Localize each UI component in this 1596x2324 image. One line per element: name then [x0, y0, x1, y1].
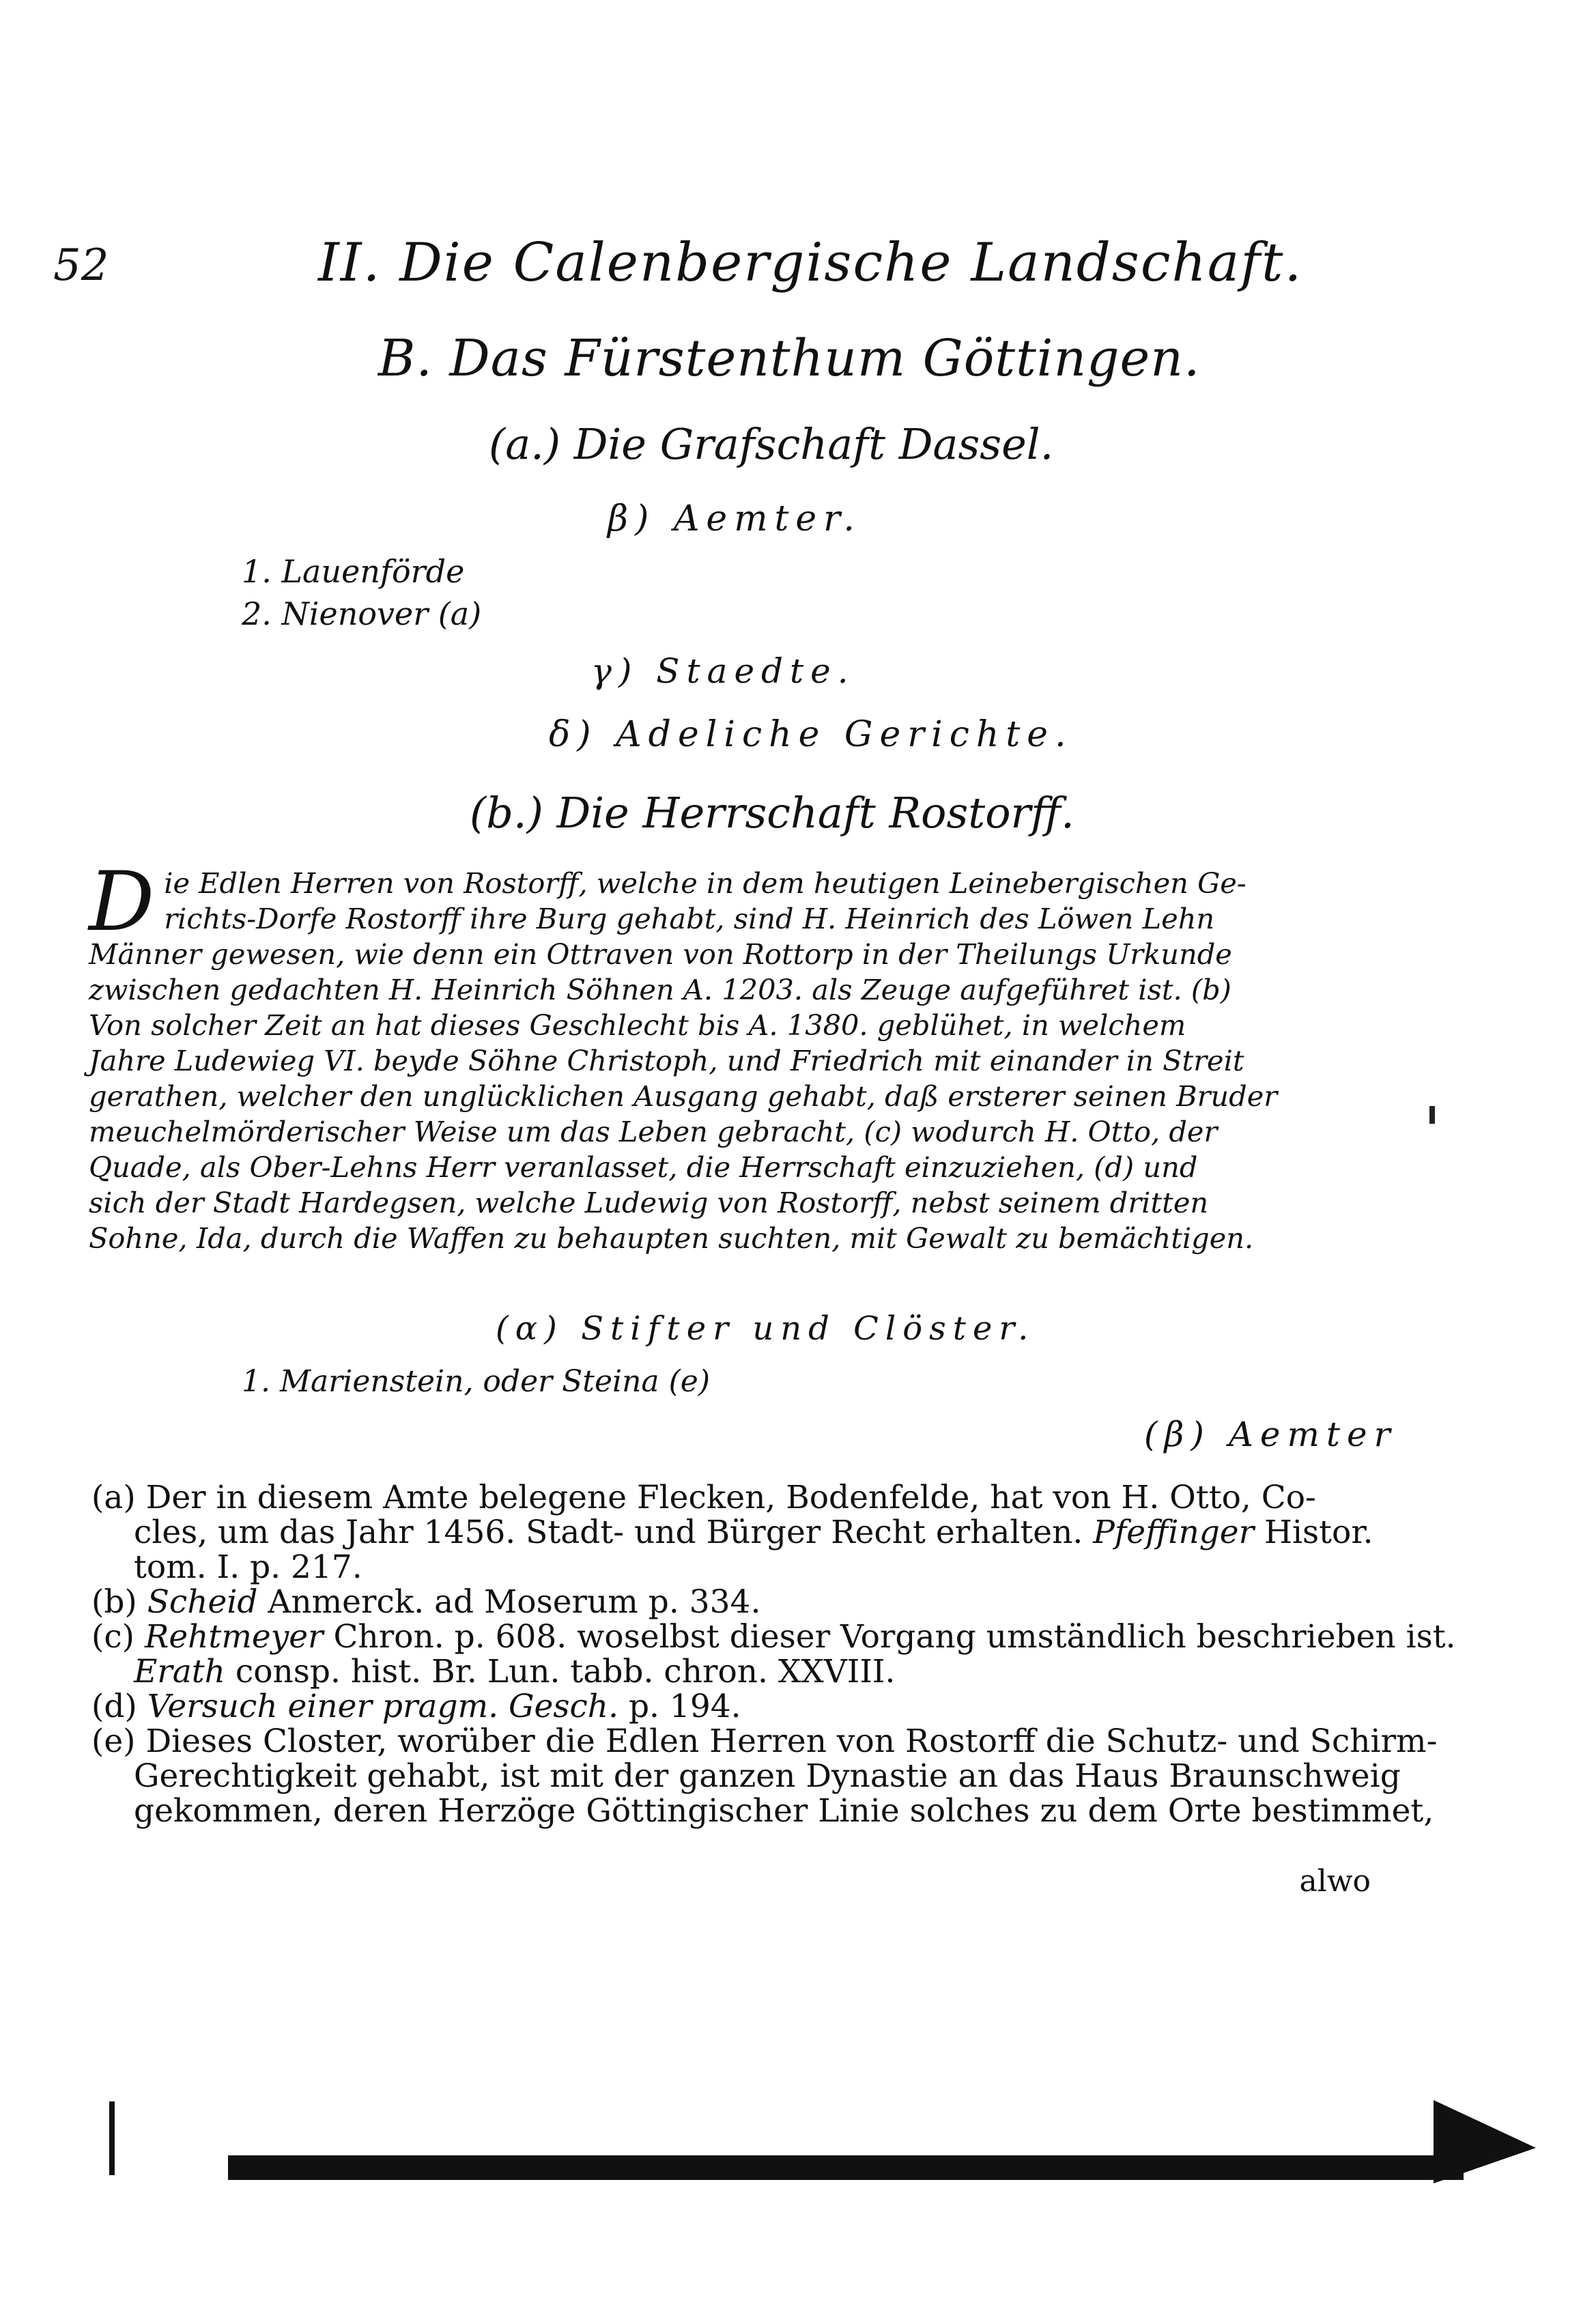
- footnote-label: (e): [91, 1723, 136, 1760]
- staedte-heading: γ) Staedte.: [591, 651, 855, 691]
- county-heading: (a.) Die Grafschaft Dassel.: [489, 419, 1054, 469]
- adeliche-heading: δ) Adeliche Gerichte.: [549, 714, 1073, 755]
- paragraph-line: Von solcher Zeit an hat dieses Geschlecht bis A. 1380. geblühet, in welchem: [89, 1008, 1186, 1042]
- aemter-heading: β) Aemter.: [608, 498, 861, 539]
- footnote-author: Rehtmeyer: [144, 1618, 324, 1656]
- footnote-author: Pfeffinger: [1093, 1514, 1255, 1551]
- footnote-text: Der in diesem Amte belegene Flecken, Bodenfelde, hat von H. Otto, Co-: [145, 1479, 1316, 1516]
- footnote-text: gekommen, deren Herzöge Göttingischer Linie solches zu dem Orte bestimmet,: [134, 1792, 1434, 1830]
- footnote-d: [91, 1689, 1379, 1724]
- footnote-text: cles, um das Jahr 1456. Stadt- und Bürger Recht erhalten.: [134, 1514, 1094, 1551]
- body-paragraph: [89, 855, 1373, 1256]
- footnote-label: (b): [91, 1583, 137, 1621]
- footnote-b: [91, 1585, 1379, 1619]
- list-item: 1. Lauenförde: [242, 553, 465, 590]
- page-number: 52: [53, 240, 109, 291]
- paragraph-line: richts-Dorfe Rostorff ihre Burg gehabt, sind H. Heinrich des Löwen Lehn: [164, 902, 1215, 935]
- footnote-label: (a): [91, 1479, 136, 1516]
- footnote-text: tom. I. p. 217.: [134, 1548, 362, 1586]
- stifter-heading: (α) Stifter und Clöster.: [496, 1309, 1036, 1348]
- ink-mark: [1429, 1106, 1435, 1124]
- footnote-author: Erath: [134, 1653, 225, 1690]
- paragraph-line: Männer gewesen, wie denn ein Ottraven von Rottorp in der Theilungs Urkunde: [89, 937, 1232, 971]
- section-subtitle: B. Das Fürstenthum Göttingen.: [378, 329, 1201, 388]
- drop-cap: D: [89, 855, 155, 950]
- footnote-text: Anmerck. ad Moserum p. 334.: [257, 1583, 761, 1621]
- catchword: alwo: [1299, 1864, 1371, 1899]
- footnote-text: Gerechtigkeit gehabt, ist mit der ganzen Dynastie an das Haus Braunschweig: [134, 1757, 1401, 1795]
- paragraph-line: sich der Stadt Hardegsen, welche Ludewig von Rostorff, nebst seinem dritten: [89, 1186, 1209, 1219]
- footnote-label: (c): [91, 1618, 134, 1656]
- paragraph-line: Sohne, Ida, durch die Waffen zu behaupten suchten, mit Gewalt zu bemächtigen.: [89, 1221, 1254, 1255]
- footnote-a: [91, 1480, 1379, 1585]
- paragraph-line: meuchelmörderischer Weise um das Leben gebracht, (c) wodurch H. Otto, der: [89, 1115, 1218, 1148]
- footnote-text: p. 194.: [618, 1688, 741, 1725]
- footnote-label: (d): [91, 1688, 137, 1725]
- footnote-text: consp. hist. Br. Lun. tabb. chron. XXVIII.: [225, 1653, 896, 1690]
- footnote-text: Dieses Closter, worüber die Edlen Herren von Rostorff die Schutz- und Schirm-: [145, 1723, 1438, 1760]
- aemter-heading-continued: (β) Aemter: [1144, 1415, 1397, 1454]
- paragraph-line: gerathen, welcher den unglücklichen Ausgang gehabt, daß ersterer seinen Bruder: [89, 1079, 1278, 1113]
- footnote-text: Histor.: [1254, 1514, 1373, 1551]
- scan-edge-bar: [228, 2155, 1464, 2180]
- footnote-author: Scheid: [147, 1583, 258, 1621]
- list-item: 2. Nienover (a): [242, 595, 482, 632]
- paragraph-line: Quade, als Ober-Lehns Herr veranlasset, die Herrschaft einzuziehen, (d) und: [89, 1150, 1198, 1184]
- footnotes: [91, 1479, 1456, 1830]
- paragraph-line: Jahre Ludewieg VI. beyde Söhne Christoph, und Friedrich mit einander in Streit: [89, 1044, 1244, 1077]
- scan-edge-tip: [1434, 2100, 1536, 2183]
- paragraph-line: ie Edlen Herren von Rostorff, welche in dem heutigen Leinebergischen Ge-: [164, 866, 1246, 900]
- stifter-list-item: 1. Marienstein, oder Steina (e): [242, 1364, 710, 1399]
- footnote-c: [91, 1618, 1456, 1690]
- herrschaft-heading: (b.) Die Herrschaft Rostorff.: [470, 788, 1074, 838]
- footnote-author: Versuch einer pragm. Gesch.: [147, 1688, 619, 1725]
- running-header-title: II. Die Calenbergische Landschaft.: [318, 232, 1303, 294]
- aemter-list: [242, 550, 481, 635]
- paragraph-line: zwischen gedachten H. Heinrich Söhnen A. 1203. als Zeuge aufgeführet ist. (b): [89, 973, 1231, 1006]
- margin-mark: [109, 2101, 115, 2175]
- footnote-text: Chron. p. 608. woselbst dieser Vorgang umständlich beschrieben ist.: [323, 1618, 1456, 1656]
- footnote-e: [91, 1723, 1438, 1830]
